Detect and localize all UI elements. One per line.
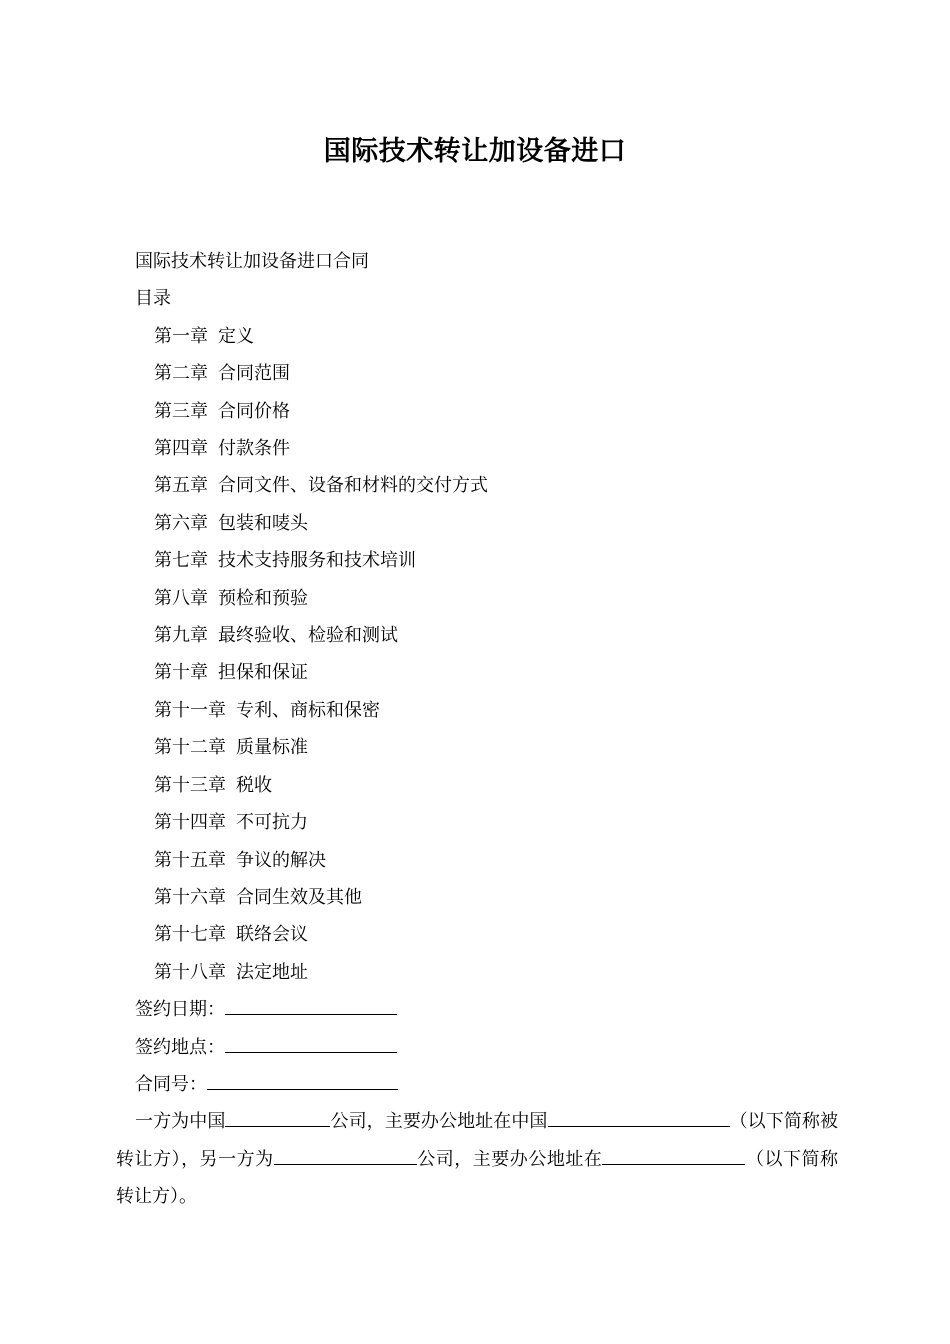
- toc-chapter-number: 第十二章: [154, 737, 226, 759]
- toc-item: [116, 729, 838, 766]
- toc-chapter-title: 定义: [218, 325, 254, 347]
- signing-place-blank: [225, 1035, 397, 1053]
- contract-no-line: [116, 1066, 838, 1103]
- toc-chapter-title: 合同生效及其他: [236, 886, 362, 908]
- toc-chapter-number: 第六章: [154, 512, 208, 534]
- toc-chapter-number: 第五章: [154, 475, 208, 497]
- toc-item: [116, 355, 838, 392]
- toc-chapter-title: 税收: [236, 774, 272, 796]
- toc-chapter-title: 不可抗力: [236, 812, 308, 834]
- toc-chapter-title: 技术支持服务和技术培训: [218, 550, 416, 572]
- party-b-address-blank: [602, 1147, 745, 1165]
- contract-name: 国际技术转让加设备进口合同: [135, 251, 369, 272]
- toc-item: [116, 542, 838, 579]
- toc-chapter-number: 第十七章: [154, 924, 226, 946]
- toc-chapter-title: 法定地址: [236, 961, 308, 983]
- toc-chapter-number: 第四章: [154, 438, 208, 460]
- toc-chapter-title: 联络会议: [236, 924, 308, 946]
- toc-chapter-number: 第七章: [154, 550, 208, 572]
- toc-chapter-title: 最终验收、检验和测试: [218, 625, 398, 647]
- parties-text-2: 公司，主要办公地址在中国: [330, 1111, 548, 1133]
- toc-chapter-title: 合同范围: [218, 363, 290, 385]
- toc-item: [116, 467, 838, 504]
- toc-item: [116, 654, 838, 691]
- parties-text-4: 公司，主要办公地址在: [416, 1148, 603, 1170]
- table-of-contents: [116, 318, 838, 991]
- toc-chapter-title: 付款条件: [218, 438, 290, 460]
- toc-chapter-title: 预检和预验: [218, 587, 308, 609]
- contract-no-label: 合同号：: [135, 1073, 207, 1095]
- toc-item: [116, 430, 838, 467]
- toc-chapter-number: 第十五章: [154, 849, 226, 871]
- toc-item: [116, 954, 838, 991]
- toc-chapter-number: 第十章: [154, 662, 208, 684]
- toc-chapter-number: 第十四章: [154, 812, 226, 834]
- toc-chapter-number: 第十三章: [154, 774, 226, 796]
- toc-chapter-title: 争议的解决: [236, 849, 326, 871]
- document-body: [116, 243, 838, 1216]
- parties-text-1: 一方为中国: [135, 1111, 226, 1133]
- toc-item: [116, 804, 838, 841]
- toc-chapter-title: 质量标准: [236, 737, 308, 759]
- toc-chapter-number: 第九章: [154, 625, 208, 647]
- toc-chapter-number: 第八章: [154, 587, 208, 609]
- toc-item: [116, 580, 838, 617]
- party-b-company-blank: [274, 1147, 417, 1165]
- parties-text-5: （以下简称转让方）。: [116, 1148, 839, 1208]
- toc-chapter-number: 第一章: [154, 325, 208, 347]
- toc-item: [116, 393, 838, 430]
- contract-no-blank: [207, 1072, 398, 1090]
- toc-chapter-number: 第二章: [154, 363, 208, 385]
- document-title: 国际技术转让加设备进口: [323, 136, 627, 167]
- toc-chapter-title: 包装和唛头: [218, 512, 308, 534]
- toc-chapter-number: 第十八章: [154, 961, 226, 983]
- party-a-company-blank: [225, 1109, 330, 1127]
- signing-place-line: [116, 1029, 838, 1066]
- toc-heading: 目录: [135, 288, 171, 310]
- signing-date-blank: [225, 997, 397, 1015]
- toc-item: [116, 617, 838, 654]
- toc-chapter-title: 合同价格: [218, 400, 290, 422]
- toc-chapter-title: 合同文件、设备和材料的交付方式: [218, 475, 488, 497]
- party-a-address-blank: [548, 1109, 730, 1127]
- toc-item: [116, 916, 838, 953]
- toc-chapter-number: 第三章: [154, 400, 208, 422]
- toc-chapter-title: 担保和保证: [218, 662, 308, 684]
- toc-item: [116, 767, 838, 804]
- toc-chapter-number: 第十一章: [154, 699, 226, 721]
- toc-chapter-number: 第十六章: [154, 886, 226, 908]
- toc-item: [116, 505, 838, 542]
- parties-paragraph: [116, 1103, 838, 1215]
- toc-chapter-title: 专利、商标和保密: [236, 699, 380, 721]
- signing-date-label: 签约日期：: [135, 999, 225, 1021]
- signing-date-line: [116, 991, 838, 1028]
- signing-place-label: 签约地点：: [135, 1036, 225, 1058]
- toc-item: [116, 318, 838, 355]
- parties-text-3: （以下简称被转让方），另一方为: [116, 1111, 839, 1170]
- toc-item: [116, 692, 838, 729]
- toc-item: [116, 842, 838, 879]
- toc-item: [116, 879, 838, 916]
